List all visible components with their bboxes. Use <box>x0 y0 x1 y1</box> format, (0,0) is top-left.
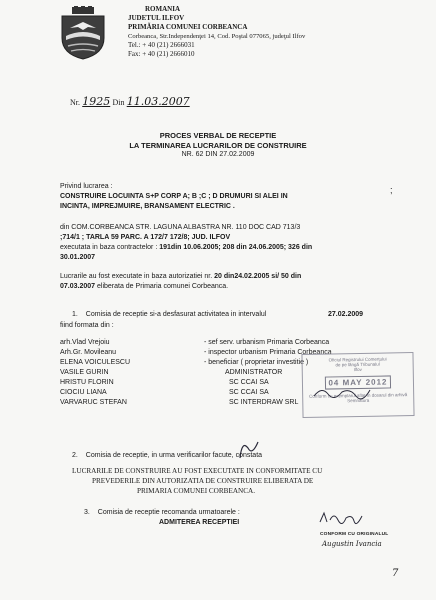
member-role: SC INTERDRAW SRL <box>229 399 299 406</box>
title-line-2: LA TERMINAREA LUCRARILOR DE CONSTRUIRE <box>129 141 307 150</box>
authorization-text-a: Lucrarile au fost executate in baza autorizatiei nr. <box>60 273 215 280</box>
executed-contracts-2: 30.01.2007 <box>60 254 96 261</box>
member-name: CIOCIU LIANA <box>60 389 107 396</box>
executed-label: executata in baza contractelor : <box>60 244 160 251</box>
location-line-1: din COM.CORBEANCA STR. LAGUNA ALBASTRA NR. 110 DOC CAD 713/3 <box>60 224 301 231</box>
point-3 <box>84 509 240 516</box>
stamp-line-1: Oficiul Registrului Comerţului <box>328 356 387 363</box>
registration-number: 1925 <box>82 95 111 108</box>
member-name: Arh.Gr. Movileanu <box>60 349 117 356</box>
member-role: ADMINISTRATOR <box>225 369 283 376</box>
point-3-text: Comisia de receptie recomanda urmatoarele : <box>97 509 240 516</box>
signature-mark <box>312 382 372 404</box>
privind-label: Privind lucrarea : <box>60 183 113 190</box>
member-name: ELENA VOICULESCU <box>60 359 131 366</box>
member-name: VASILE GURIN <box>60 369 109 376</box>
authorization-line-1 <box>60 273 301 280</box>
location-line-2: ;714/1 ; TARLA 59 PARC. A 172/7 172/8; JUD. ILFOV <box>60 234 231 241</box>
stamp-line-5: Semnătura <box>347 397 370 404</box>
conclusion-line-2: PREVEDERILE DIN AUTORIZATIA DE CONSTRUIRE ELIBERATA DE <box>92 477 314 485</box>
member-name: HRISTU FLORIN <box>60 379 114 386</box>
certification-name: Augustin Ivancia <box>322 540 382 548</box>
point-3-number: 3. <box>84 509 90 516</box>
coat-of-arms-icon <box>58 6 108 60</box>
point-2 <box>72 452 262 459</box>
stamp-line-4: Conform cu exemplarul aflat în dosarul din arhivă <box>309 392 408 399</box>
stamp-line-2: de pe lângă Tribunalul <box>335 361 380 368</box>
authorization-issuer: eliberata de Primaria comunei Corbeanca. <box>95 283 229 290</box>
registration-date: 11.03.2007 <box>126 95 190 108</box>
point-1-number: 1. <box>72 311 78 318</box>
registration-prefix: Nr. <box>70 98 80 107</box>
header-fax: Fax: + 40 (21) 2666010 <box>128 50 195 58</box>
certification-label: CONFORM CU ORIGINALUL <box>320 532 389 537</box>
header-institution: PRIMĂRIA COMUNEI CORBEANCA <box>128 23 248 31</box>
header-county: JUDETUL ILFOV <box>128 14 185 22</box>
registration-line <box>70 95 190 108</box>
authorization-numbers: 20 din24.02.2005 si/ 50 din <box>214 273 302 280</box>
member-role: SC CCAI SA <box>229 389 269 396</box>
authorization-line-2 <box>60 283 228 290</box>
work-line-1: CONSTRUIRE LOCUINTA S+P CORP A; B ;C ; D DRUMURI SI ALEI IN <box>60 193 288 200</box>
header-tel: Tel.: + 40 (21) 2666031 <box>128 41 195 49</box>
work-line-2: INCINTA, IMPREJMUIRE, BRANSAMENT ELECTRIC . <box>60 203 235 210</box>
member-name: arh.Vlad Vrejoiu <box>60 339 110 346</box>
title-line-1: PROCES VERBAL DE RECEPTIE <box>159 131 277 140</box>
signature-mark <box>318 510 364 526</box>
page-mark: 7 <box>392 568 399 579</box>
point-1 <box>72 311 266 318</box>
conclusion-line-3: PRIMARIA COMUNEI CORBEANCA. <box>137 487 256 495</box>
member-name: VARVARUC STEFAN <box>60 399 127 406</box>
point-2-number: 2. <box>72 452 78 459</box>
header-country: ROMANIA <box>145 5 180 13</box>
executed-line <box>60 244 312 251</box>
executed-contracts: 191din 10.06.2005; 208 din 24.06.2005; 326 din <box>159 244 313 251</box>
title-line-3: NR. 62 DIN 27.02.2009 <box>181 151 255 158</box>
registration-din: Din <box>112 98 125 107</box>
point-2-text: Comisia de receptie, in urma verificarilor facute, constata <box>85 452 263 459</box>
stamp-date: 04 MAY 2012 <box>325 375 391 389</box>
member-role: - beneficiar ( proprietar investitie ) <box>204 359 309 366</box>
stamp-line-3: Ilfov <box>353 366 362 373</box>
recommendation: ADMITEREA RECEPTIEI <box>159 519 240 526</box>
header-address: Corbeanca, Str.Independenţei 14, Cod. Poştal 077065, judeţul Ilfov <box>128 33 306 40</box>
authorization-date: 07.03.2007 <box>60 283 96 290</box>
formed-of-label: fiind formata din : <box>60 322 114 329</box>
point-1-date: 27.02.2009 <box>328 311 364 318</box>
conclusion-line-1: LUCRARILE DE CONSTRUIRE AU FOST EXECUTATE IN CONFORMITATE CU <box>72 467 323 475</box>
point-1-text: Comisia de receptie si-a desfasurat activitatea in intervalul <box>85 311 267 318</box>
document-page: ROMANIA JUDETUL ILFOV PRIMĂRIA COMUNEI CORBEANCA Corbeanca, Str.Independenţei 14, Cod. Poştal 077065, judeţul Ilfov Tel.: + 40 (21) 2666031 Fax: + 40 (21) 2666010 Nr. 1925 Din 11.03.2007 PROCES VERBAL DE RECEPTIE LA TERMINAREA LUCRARILOR DE CONSTRUIRE NR. 62 DIN 27.02.2009 Privind lucrarea : CONSTRUIRE LOCUINTA S+P CORP A; B ;C ; D DRUMURI SI ALEI IN INCINTA, IMPREJMUIRE, BRANSAMENT ELECTRIC . ; din COM.CORBEANCA STR. LAGUNA ALBASTRA NR. 110 DOC CAD 713/3 ;714/1 ; TARLA 59 PARC. A 172/7 172/8; JUD. ILFOV executata in baza contractelor : 191din 10.06.2005; 208 din 24.06.2005; 326 din 30.01.2007 Lucrarile au fost executate in baza autorizatiei nr. 20 din24.02.2005 si/ 50 din 07.03.2007 eliberata de Primaria comunei Corbeanca. 1. Comisia de receptie si-a desfasurat activitatea in intervalul 27.02.2009 fiind formata din : arh.Vlad Vrejoiu - sef serv. urbanism Primaria Corbeanca Arh.Gr. Movileanu - inspector urbanism Primaria Corbeanca ELENA VOICULESCU - beneficiar ( proprietar investitie ) VASILE GURIN ADMINISTRATOR HRISTU FLORIN SC CCAI SA CIOCIU LIANA SC CCAI SA VARVARUC STEFAN SC INTERDRAW SRL Oficiul Registrului Comerţului de pe lângă Tribunalul Ilfov 04 MAY 2012 Conform cu exemplarul aflat în dosarul din arhivă Semnătura 2. Comisia de receptie, in urma verificarilor facute, constata LUCRARILE DE CONSTRUIRE AU FOST EXECUTATE IN CONFORMITATE CU PREVEDERILE DIN AUTORIZATIA DE CONSTRUIRE ELIBERATA DE PRIMARIA COMUNEI CORBEANCA. 3. Comisia de receptie recomanda urmatoarele : ADMITEREA RECEPTIEI CONFORM CU ORIGINALUL Augustin Ivancia 7 <box>0 0 436 600</box>
member-role: SC CCAI SA <box>229 379 269 386</box>
member-role: - inspector urbanism Primaria Corbeanca <box>204 349 332 356</box>
member-role: - sef serv. urbanism Primaria Corbeanca <box>204 339 330 346</box>
